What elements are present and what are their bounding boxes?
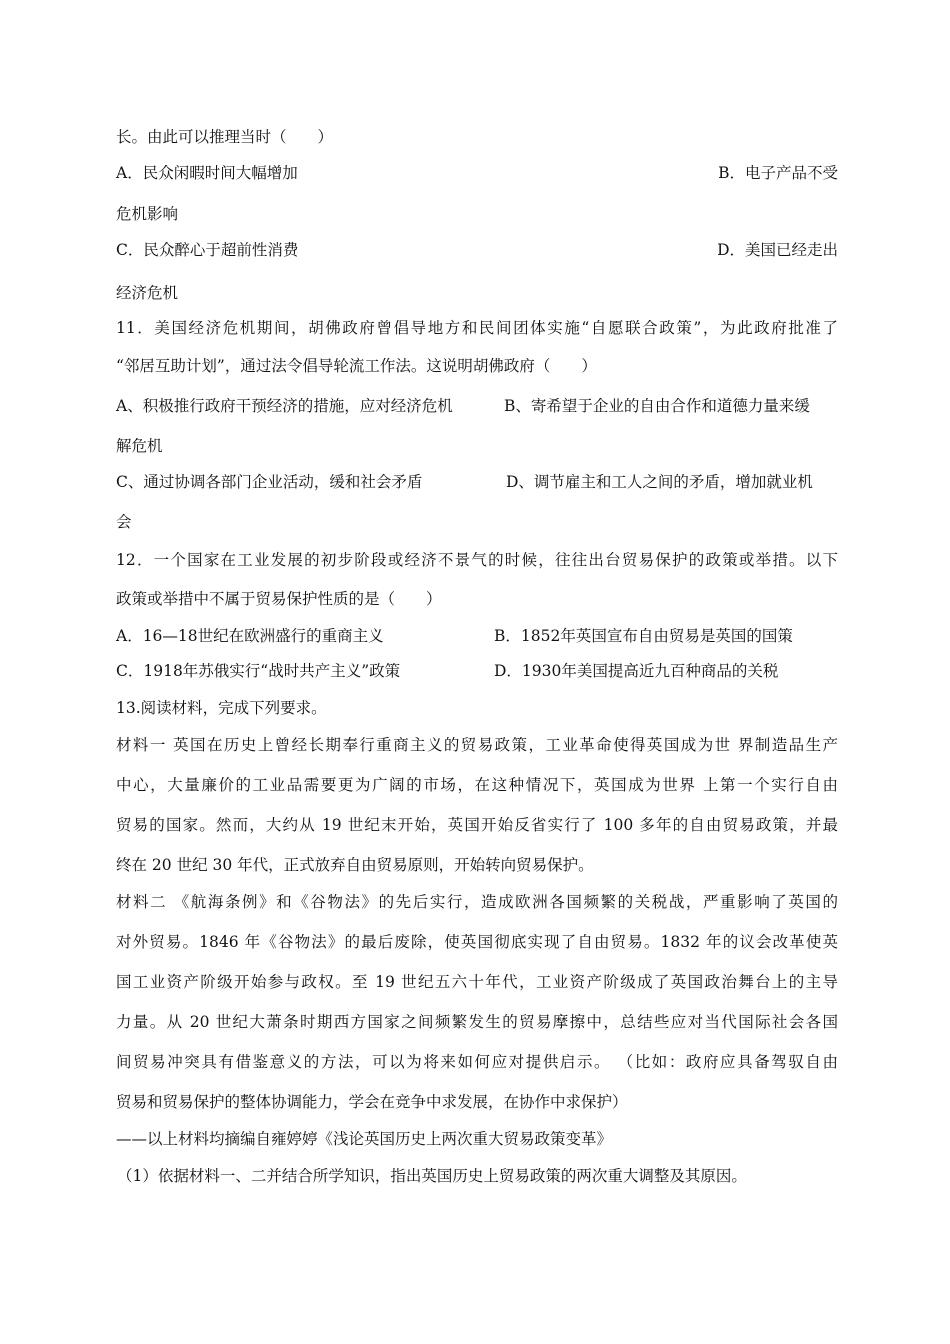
q12-option-c: C．1918年苏俄实行“战时共产主义”政策 bbox=[116, 662, 401, 680]
q13-source-citation: ——以上材料均摘编自雍婷婷《浅论英国历史上两次重大贸易政策变革》 bbox=[116, 1130, 613, 1148]
q11-stem-line-1: 11．美国经济危机期间，胡佛政府曾倡导地方和民间团体实施“自愿联合政策”，为此政府批准了 bbox=[116, 319, 838, 337]
q10-option-c: C．民众醉心于超前性消费 bbox=[116, 241, 299, 259]
q11-stem-line-2: “邻居互助计划”，通过法令倡导轮流工作法。这说明胡佛政府（ ） bbox=[116, 357, 597, 375]
q13-material-1-line-4: 终在 20 世纪 30 年代，正式放弃自由贸易原则，开始转向贸易保护。 bbox=[116, 856, 594, 874]
q10-option-a: A．民众闲暇时间大幅增加 bbox=[116, 164, 298, 182]
q13-material-1-line-2: 中心，大量廉价的工业品需要更为广阔的市场，在这种情况下，英国成为世界 上第一个实行自由 bbox=[116, 776, 838, 794]
q11-option-b: B、寄希望于企业的自由合作和道德力量来缓 bbox=[504, 397, 810, 415]
q13-sub-question-1: （1）依据材料一、二并结合所学知识，指出英国历史上贸易政策的两次重大调整及其原因。 bbox=[117, 1167, 747, 1185]
q10-stem-tail: 长。由此可以推理当时（ ） bbox=[116, 128, 334, 146]
q11-option-b-cont: 解危机 bbox=[116, 437, 163, 455]
q13-material-2-line-1: 材料二 《航海条例》和《谷物法》的先后实行，造成欧洲各国频繁的关税战，严重影响了英国的 bbox=[116, 893, 838, 911]
q12-stem-line-2: 政策或举措中不属于贸易保护性质的是（ ） bbox=[116, 590, 442, 608]
q12-option-a: A．16—18世纪在欧洲盛行的重商主义 bbox=[116, 627, 384, 645]
q11-option-a: A、积极推行政府干预经济的措施，应对经济危机 bbox=[116, 397, 453, 415]
q11-option-d: D、调节雇主和工人之间的矛盾，增加就业机 bbox=[506, 473, 813, 491]
q13-material-2-line-2: 对外贸易。1846 年《谷物法》的最后废除，使英国彻底实现了自由贸易。1832 年的议会改革使英 bbox=[116, 933, 838, 951]
q11-option-c: C、通过协调各部门企业活动，缓和社会矛盾 bbox=[116, 473, 423, 491]
q10-option-d: D．美国已经走出 bbox=[717, 241, 838, 259]
q13-material-1-line-1: 材料一 英国在历史上曾经长期奉行重商主义的贸易政策，工业革命使得英国成为世 界制造品生产 bbox=[116, 736, 838, 754]
q13-material-2-line-4: 力量。从 20 世纪大萧条时期西方国家之间频繁发生的贸易摩擦中，总结些应对当代国际社会各国 bbox=[116, 1013, 838, 1031]
q13-material-2-line-6: 贸易和贸易保护的整体协调能力，学会在竞争中求发展，在协作中求保护） bbox=[116, 1093, 628, 1111]
q13-material-2-line-3: 国工业资产阶级开始参与政权。至 19 世纪五六十年代，工业资产阶级成了英国政治舞台上的主导 bbox=[116, 973, 838, 991]
q13-material-1-line-3: 贸易的国家。然而，大约从 19 世纪末开始，英国开始反省实行了 100 多年的自由贸易政策，并最 bbox=[116, 816, 838, 834]
q13-stem: 13.阅读材料，完成下列要求。 bbox=[116, 699, 327, 717]
q12-stem-line-1: 12．一个国家在工业发展的初步阶段或经济不景气的时候，往往出台贸易保护的政策或举措。以下 bbox=[116, 551, 838, 569]
q11-option-d-cont: 会 bbox=[116, 513, 132, 531]
q12-option-b: B．1852年英国宣布自由贸易是英国的国策 bbox=[494, 627, 793, 645]
q10-option-d-cont: 经济危机 bbox=[116, 284, 179, 302]
q13-material-2-line-5: 间贸易冲突具有借鉴意义的方法，可以为将来如何应对提供启示。 （比如：政府应具备驾驭自由 bbox=[116, 1053, 838, 1071]
q12-option-d: D．1930年美国提高近九百种商品的关税 bbox=[494, 662, 779, 680]
q10-option-b: B．电子产品不受 bbox=[718, 164, 838, 182]
q10-option-b-cont: 危机影响 bbox=[116, 205, 179, 223]
